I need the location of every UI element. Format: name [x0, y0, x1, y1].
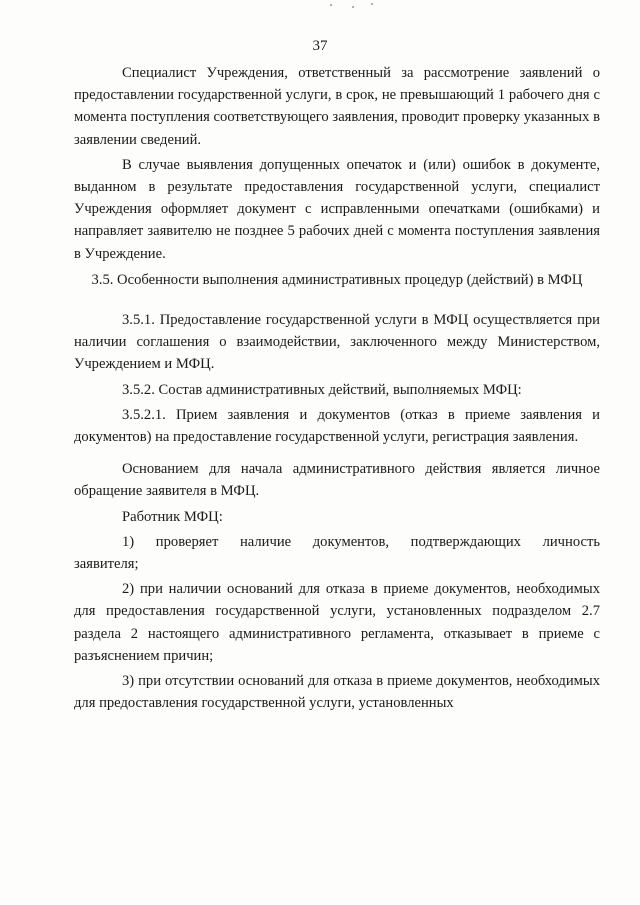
list-item: 3) при отсутствии оснований для отказа в приеме документов, необходимых для предоставления государственной услуги, установленных [74, 673, 600, 712]
paragraph: Работник МФЦ: [122, 508, 223, 525]
section-heading: 3.5. Особенности выполнения административных процедур (действий) в МФЦ [91, 271, 583, 288]
list-item: 1) проверяет наличие документов, подтверждающих личность заявителя; [74, 533, 600, 573]
scan-artifacts [0, 0, 640, 12]
paragraph: В случае выявления допущенных опечаток и (или) ошибок в документе, выданном в результате предоставления государственной услуги, специалист Учреждения оформляет документ с исправленными опечатками (ошибками) и направляет заявителю не позднее 5 рабочих дней с момента поступления заявления в Учреждение. [74, 156, 600, 262]
document-body [74, 62, 600, 714]
paragraph: Специалист Учреждения, ответственный за рассмотрение заявлений о предоставлении государственной услуги, в срок, не превышающий 1 рабочего дня с момента поступления соответствующего заявления, проводит проверку указанных в заявлении сведений. [74, 65, 600, 148]
paragraph: Основанием для начала административного действия является личное обращение заявителя в МФЦ. [74, 461, 600, 500]
paragraph: 3.5.2.1. Прием заявления и документов (отказ в приеме заявления и документов) на предоставление государственной услуги, регистрация заявления. [74, 406, 600, 446]
paragraph: 3.5.2. Состав административных действий, выполняемых МФЦ: [122, 381, 522, 398]
list-item: 2) при наличии оснований для отказа в приеме документов, необходимых для предоставления государственной услуги, установленных подразделом 2.7 раздела 2 настоящего административного регламента, отказывает в приеме с разъяснением причин; [74, 581, 600, 664]
page-number: 37 [312, 38, 328, 54]
paragraph: 3.5.1. Предоставление государственной услуги в МФЦ осуществляется при наличии соглашения о взаимодействии, заключенного между Министерством, Учреждением и МФЦ. [74, 312, 600, 373]
